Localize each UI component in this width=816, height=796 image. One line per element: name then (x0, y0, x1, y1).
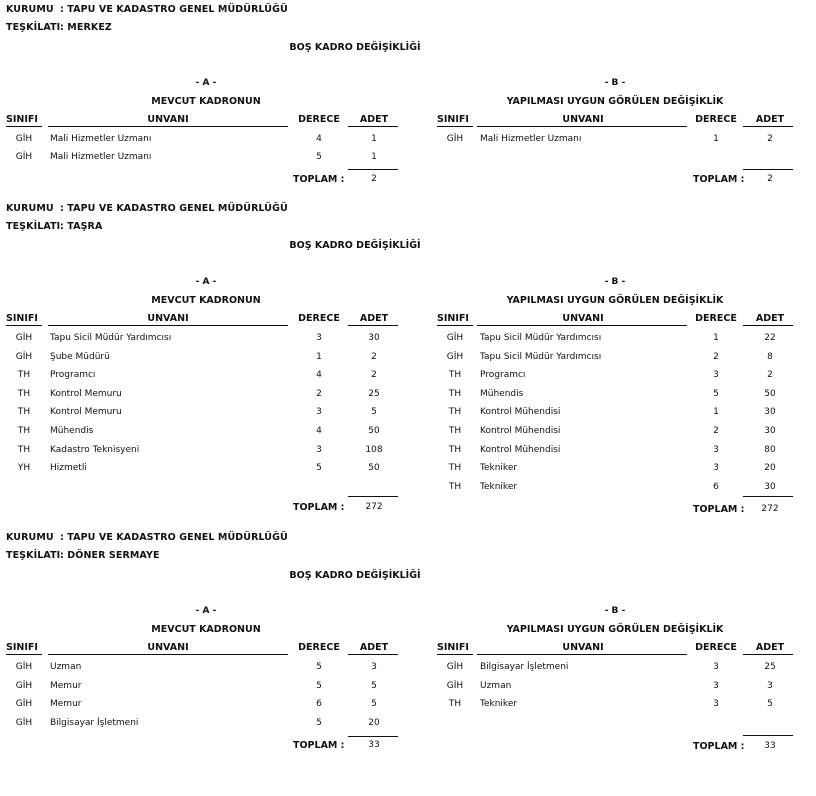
total-rule (348, 496, 398, 497)
cell-sinifi: TH (448, 407, 462, 418)
cell-unvani: Bilgisayar İşletmeni (480, 662, 569, 672)
table-row (437, 426, 793, 444)
table-row (437, 681, 793, 699)
cell-adet: 5 (767, 699, 773, 710)
cell-adet: 5 (371, 680, 377, 691)
cell-unvani: Kontrol Memuru (50, 388, 122, 399)
teskilati-line (6, 22, 112, 33)
cell-derece: 4 (316, 134, 322, 144)
table-row (6, 352, 406, 370)
teskilati-label: TEŞKİLATI (6, 550, 61, 561)
col-header-unvani: UNVANI (562, 642, 604, 653)
sinifi-header-rule (437, 126, 473, 127)
teskilati-value: : TAŞRA (60, 221, 103, 232)
cell-adet: 2 (767, 134, 773, 144)
cell-sinifi: GİH (15, 351, 33, 362)
table-row (437, 352, 793, 370)
cell-unvani: Programcı (480, 370, 526, 381)
cell-adet: 50 (368, 426, 380, 436)
col-header-unvani: UNVANI (562, 114, 604, 125)
kurumu-label: KURUMU (6, 4, 54, 15)
part-a-marker: - A - (195, 78, 217, 88)
kurumu-value: : TAPU VE KADASTRO GENEL MÜDÜRLÜĞÜ (60, 203, 288, 214)
cell-sinifi: TH (448, 426, 462, 436)
cell-sinifi: TH (448, 370, 462, 381)
unvani-header-rule (48, 654, 288, 655)
table-row (6, 152, 406, 170)
teskilati-value: : DÖNER SERMAYE (60, 550, 160, 561)
proposed-change-table (437, 606, 793, 778)
total-value: 2 (767, 174, 773, 184)
cell-sinifi: TH (448, 444, 462, 455)
teskilati-value: : MERKEZ (60, 22, 112, 33)
cell-unvani: Tapu Sicil Müdür Yardımcısı (480, 351, 602, 362)
total-value: 33 (368, 740, 380, 750)
cell-unvani: Tapu Sicil Müdür Yardımcısı (50, 333, 172, 343)
col-header-unvani: UNVANI (562, 313, 604, 324)
cell-derece: 3 (713, 699, 719, 710)
cell-derece: 4 (316, 370, 322, 381)
sinifi-header-rule (437, 654, 473, 655)
cell-derece: 6 (713, 481, 719, 492)
cell-sinifi: GİH (446, 680, 464, 691)
kurumu-value: : TAPU VE KADASTRO GENEL MÜDÜRLÜĞÜ (60, 4, 288, 15)
current-staff-table (6, 606, 406, 796)
cell-derece: 4 (316, 426, 322, 436)
table-row (6, 445, 406, 463)
teskilati-label: TEŞKİLATI (6, 221, 61, 232)
col-header-derece: DERECE (695, 114, 737, 125)
unvani-header-rule (477, 654, 687, 655)
table-row (437, 370, 793, 388)
cell-sinifi: GİH (15, 151, 33, 162)
total-value: 272 (365, 502, 383, 512)
cell-sinifi: TH (448, 699, 462, 710)
col-header-adet: ADET (755, 642, 785, 653)
cell-unvani: Mali Hizmetler Uzmanı (50, 134, 152, 144)
total-rule (743, 496, 793, 497)
cell-unvani: Kontrol Mühendisi (480, 407, 561, 418)
col-header-derece: DERECE (298, 642, 340, 653)
table-row (437, 445, 793, 463)
cell-sinifi: YH (17, 463, 31, 474)
cell-sinifi: GİH (15, 333, 33, 343)
unvani-header-rule (48, 325, 288, 326)
cell-sinifi: TH (448, 463, 462, 474)
cell-unvani: Tekniker (480, 481, 518, 492)
col-header-sinifi: SINIFI (437, 313, 469, 324)
cell-adet: 80 (764, 444, 776, 455)
adet-header-rule (743, 325, 793, 326)
table-row (6, 333, 406, 351)
cell-sinifi: TH (17, 407, 31, 418)
cell-adet: 3 (767, 680, 773, 691)
cell-derece: 3 (316, 444, 322, 455)
table-row (437, 134, 793, 152)
col-header-derece: DERECE (695, 313, 737, 324)
table-row (437, 389, 793, 407)
col-header-adet: ADET (359, 114, 389, 125)
cell-sinifi: GİH (15, 717, 33, 728)
cell-adet: 22 (764, 333, 776, 343)
table-caption: YAPILMASI UYGUN GÖRÜLEN DEĞİŞİKLİK (506, 624, 724, 635)
cell-derece: 5 (316, 717, 322, 728)
col-header-adet: ADET (755, 313, 785, 324)
kurumu-label: KURUMU (6, 532, 54, 543)
cell-adet: 5 (371, 407, 377, 418)
section-title: BOŞ KADRO DEĞİŞİKLİĞİ (289, 570, 421, 581)
cell-derece: 5 (713, 388, 719, 399)
cell-derece: 5 (316, 151, 322, 162)
cell-sinifi: GİH (15, 680, 33, 691)
table-caption: MEVCUT KADRONUN (151, 624, 261, 635)
part-b-marker: - B - (604, 78, 626, 88)
adet-header-rule (348, 654, 398, 655)
sinifi-header-rule (6, 325, 42, 326)
col-header-unvani: UNVANI (147, 642, 189, 653)
cell-derece: 1 (713, 333, 719, 343)
cell-derece: 3 (713, 444, 719, 455)
cell-derece: 2 (713, 426, 719, 436)
adet-header-rule (743, 126, 793, 127)
table-row (6, 662, 406, 680)
cell-adet: 5 (371, 699, 377, 710)
part-a-marker: - A - (195, 277, 217, 287)
section-title: BOŞ KADRO DEĞİŞİKLİĞİ (289, 240, 421, 251)
cell-unvani: Hizmetli (50, 463, 87, 474)
section-title: BOŞ KADRO DEĞİŞİKLİĞİ (289, 42, 421, 53)
total-rule (743, 169, 793, 170)
table-caption: MEVCUT KADRONUN (151, 295, 261, 306)
cell-unvani: Uzman (50, 662, 82, 672)
cell-derece: 5 (316, 662, 322, 672)
cell-sinifi: TH (17, 444, 31, 455)
col-header-unvani: UNVANI (147, 313, 189, 324)
cell-unvani: Kontrol Mühendisi (480, 426, 561, 436)
col-header-sinifi: SINIFI (437, 114, 469, 125)
table-row (437, 407, 793, 425)
cell-unvani: Memur (50, 680, 82, 691)
table-row (6, 463, 406, 481)
table-row (6, 699, 406, 717)
cell-adet: 50 (368, 463, 380, 474)
cell-adet: 30 (764, 426, 776, 436)
total-value: 2 (371, 174, 377, 184)
cell-sinifi: TH (448, 481, 462, 492)
cell-derece: 3 (316, 407, 322, 418)
cell-adet: 30 (368, 333, 380, 343)
total-rule (348, 169, 398, 170)
cell-adet: 1 (371, 134, 377, 144)
kurumu-label: KURUMU (6, 203, 54, 214)
cell-sinifi: GİH (446, 333, 464, 343)
cell-derece: 3 (316, 333, 322, 343)
cell-derece: 3 (713, 463, 719, 474)
total-rule (743, 735, 793, 736)
cell-sinifi: GİH (446, 662, 464, 672)
total-label: TOPLAM : (693, 741, 745, 752)
total-label: TOPLAM : (293, 740, 345, 751)
cell-adet: 2 (371, 351, 377, 362)
col-header-derece: DERECE (298, 114, 340, 125)
total-label: TOPLAM : (693, 174, 745, 185)
cell-unvani: Mali Hizmetler Uzmanı (480, 134, 582, 144)
table-row (437, 463, 793, 481)
cell-adet: 50 (764, 388, 776, 399)
col-header-sinifi: SINIFI (6, 313, 38, 324)
current-staff-table (6, 277, 406, 542)
adet-header-rule (743, 654, 793, 655)
cell-derece: 2 (316, 388, 322, 399)
col-header-derece: DERECE (298, 313, 340, 324)
cell-derece: 3 (713, 662, 719, 672)
cell-derece: 6 (316, 699, 322, 710)
cell-sinifi: GİH (15, 134, 33, 144)
teskilati-line (6, 221, 102, 232)
unvani-header-rule (477, 126, 687, 127)
table-row (6, 407, 406, 425)
cell-unvani: Memur (50, 699, 82, 710)
cell-unvani: Bilgisayar İşletmeni (50, 717, 139, 728)
kurumu-line (6, 4, 288, 15)
cell-unvani: Mali Hizmetler Uzmanı (50, 151, 152, 162)
cell-unvani: Tapu Sicil Müdür Yardımcısı (480, 333, 602, 343)
col-header-unvani: UNVANI (147, 114, 189, 125)
cell-unvani: Tekniker (480, 463, 518, 474)
unvani-header-rule (477, 325, 687, 326)
part-b-marker: - B - (604, 606, 626, 616)
cell-derece: 1 (713, 407, 719, 418)
cell-derece: 1 (713, 134, 719, 144)
unvani-header-rule (48, 126, 288, 127)
cell-adet: 30 (764, 481, 776, 492)
cell-sinifi: TH (17, 370, 31, 381)
table-row (437, 662, 793, 680)
cell-unvani: Mühendis (480, 388, 524, 399)
table-row (437, 333, 793, 351)
table-row (437, 699, 793, 717)
cell-adet: 20 (764, 463, 776, 474)
table-row (6, 389, 406, 407)
cell-sinifi: GİH (446, 134, 464, 144)
col-header-adet: ADET (359, 313, 389, 324)
cell-adet: 25 (764, 662, 776, 672)
cell-adet: 2 (767, 370, 773, 381)
cell-adet: 25 (368, 388, 380, 399)
col-header-sinifi: SINIFI (6, 114, 38, 125)
table-row (6, 718, 406, 736)
sinifi-header-rule (6, 654, 42, 655)
total-label: TOPLAM : (293, 174, 345, 185)
cell-sinifi: TH (17, 388, 31, 399)
cell-unvani: Kontrol Mühendisi (480, 444, 561, 455)
col-header-sinifi: SINIFI (6, 642, 38, 653)
kurumu-line (6, 532, 288, 543)
table-caption: MEVCUT KADRONUN (151, 96, 261, 107)
cell-sinifi: GİH (15, 699, 33, 710)
cell-sinifi: GİH (15, 662, 33, 672)
cell-adet: 30 (764, 407, 776, 418)
teskilati-line (6, 550, 160, 561)
cell-adet: 20 (368, 717, 380, 728)
table-row (6, 134, 406, 152)
proposed-change-table (437, 78, 793, 212)
total-label: TOPLAM : (293, 502, 345, 513)
table-row (6, 370, 406, 388)
table-row (6, 426, 406, 444)
cell-adet: 3 (371, 662, 377, 672)
cell-adet: 108 (365, 444, 383, 455)
cell-sinifi: TH (17, 426, 31, 436)
cell-derece: 5 (316, 680, 322, 691)
table-row (6, 681, 406, 699)
col-header-adet: ADET (359, 642, 389, 653)
sinifi-header-rule (6, 126, 42, 127)
table-caption: YAPILMASI UYGUN GÖRÜLEN DEĞİŞİKLİK (506, 96, 724, 107)
cell-derece: 1 (316, 351, 322, 362)
adet-header-rule (348, 126, 398, 127)
cell-derece: 2 (713, 351, 719, 362)
total-value: 272 (761, 504, 779, 514)
teskilati-label: TEŞKİLATI (6, 22, 61, 33)
kurumu-line (6, 203, 288, 214)
cell-unvani: Programcı (50, 370, 96, 381)
col-header-adet: ADET (755, 114, 785, 125)
cell-adet: 8 (767, 351, 773, 362)
cell-unvani: Uzman (480, 680, 512, 691)
cell-derece: 3 (713, 680, 719, 691)
total-rule (348, 736, 398, 737)
cell-sinifi: GİH (446, 351, 464, 362)
total-label: TOPLAM : (693, 504, 745, 515)
adet-header-rule (348, 325, 398, 326)
cell-unvani: Tekniker (480, 699, 518, 710)
cell-derece: 5 (316, 463, 322, 474)
cell-unvani: Şube Müdürü (50, 351, 110, 362)
col-header-derece: DERECE (695, 642, 737, 653)
cell-sinifi: TH (448, 388, 462, 399)
proposed-change-table (437, 277, 793, 560)
cell-adet: 2 (371, 370, 377, 381)
cell-unvani: Kontrol Memuru (50, 407, 122, 418)
cell-derece: 3 (713, 370, 719, 381)
table-row (437, 482, 793, 500)
cell-adet: 1 (371, 151, 377, 162)
total-value: 33 (764, 741, 776, 751)
table-caption: YAPILMASI UYGUN GÖRÜLEN DEĞİŞİKLİK (506, 295, 724, 306)
part-a-marker: - A - (195, 606, 217, 616)
col-header-sinifi: SINIFI (437, 642, 469, 653)
sinifi-header-rule (437, 325, 473, 326)
cell-unvani: Mühendis (50, 426, 94, 436)
kurumu-value: : TAPU VE KADASTRO GENEL MÜDÜRLÜĞÜ (60, 532, 288, 543)
part-b-marker: - B - (604, 277, 626, 287)
cell-unvani: Kadastro Teknisyeni (50, 444, 140, 455)
